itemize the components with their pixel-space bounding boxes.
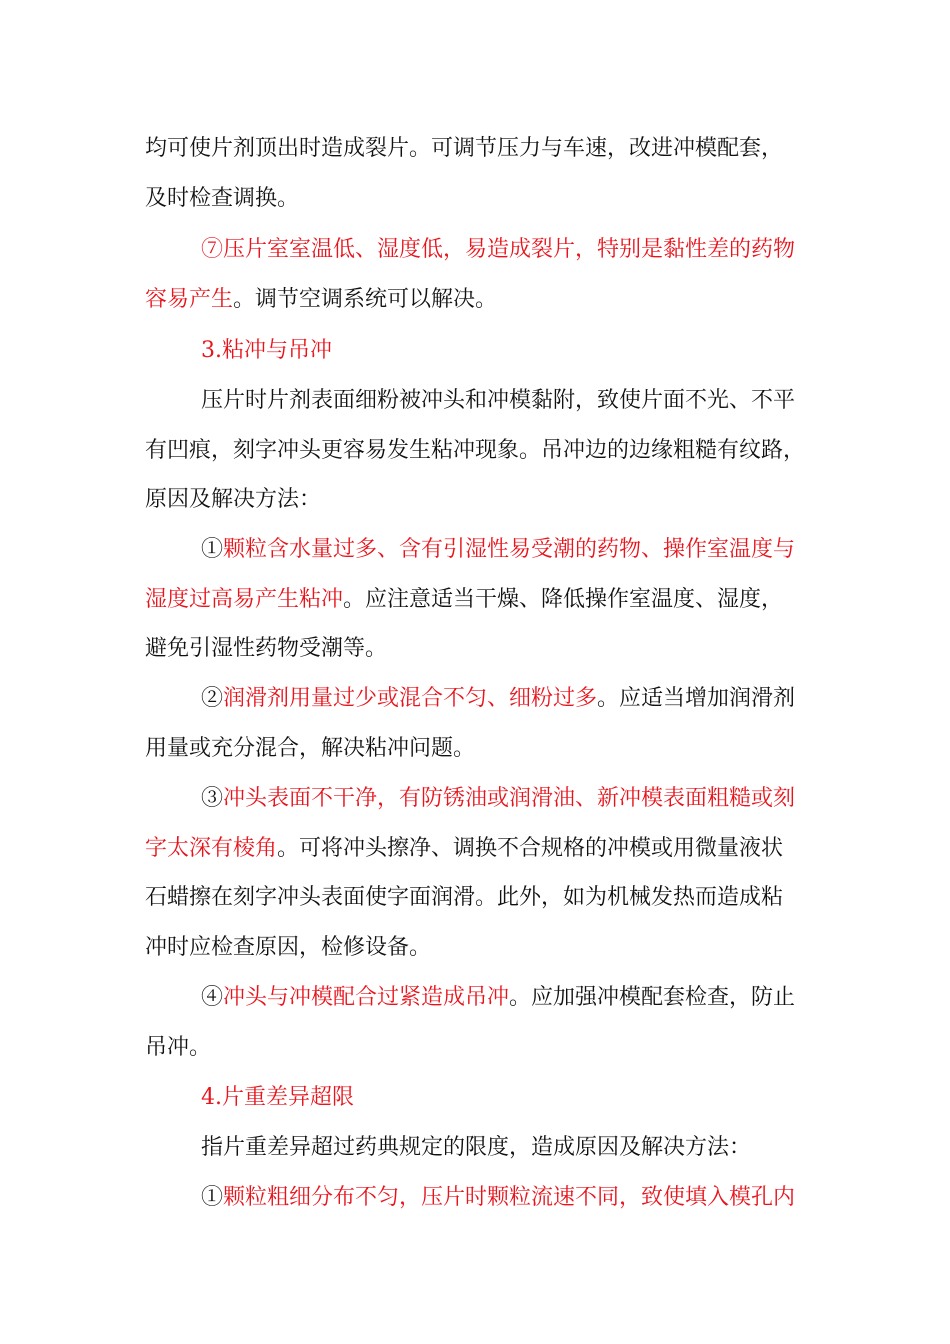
- paragraph-line: 均可使片剂顶出时造成裂片。可调节压力与车速，改进冲模配套，: [145, 136, 784, 161]
- item-3-line: 字太深有棱角。可将冲头擦净、调换不合规格的冲模或用微量液状: [145, 836, 784, 861]
- paragraph-line: 有凹痕，刻字冲头更容易发生粘冲现象。吊冲边的边缘粗糙有纹路，: [145, 438, 806, 463]
- item-2-line: ②润滑剂用量过少或混合不匀、细粉过多。应适当增加润滑剂: [201, 686, 796, 711]
- item-2-line: 用量或充分混合，解决粘冲问题。: [145, 736, 476, 761]
- item-1-line: 避免引湿性药物受潮等。: [145, 636, 388, 661]
- item-7-line: ⑦压片室室温低、湿度低，易造成裂片，特别是黏性差的药物: [201, 237, 796, 262]
- section-heading-3: 3.粘冲与吊冲: [201, 338, 332, 363]
- item-1-line: ①颗粒含水量过多、含有引湿性易受潮的药物、操作室温度与: [201, 537, 796, 562]
- item-3-line: 冲时应检查原因，检修设备。: [145, 935, 432, 960]
- paragraph-line: 及时检查调换。: [145, 186, 300, 211]
- paragraph-line: 指片重差异超过药典规定的限度，造成原因及解决方法：: [201, 1135, 752, 1160]
- item-1-line: ①颗粒粗细分布不匀，压片时颗粒流速不同，致使填入模孔内: [201, 1185, 796, 1210]
- item-4-line: 吊冲。: [145, 1035, 212, 1060]
- item-1-line: 湿度过高易产生粘冲。应注意适当干燥、降低操作室温度、湿度，: [145, 587, 784, 612]
- item-3-line: ③冲头表面不干净，有防锈油或润滑油、新冲模表面粗糙或刻: [201, 786, 796, 811]
- item-7-line: 容易产生。调节空调系统可以解决。: [145, 287, 498, 312]
- section-heading-4: 4.片重差异超限: [201, 1085, 354, 1110]
- paragraph-line: 压片时片剂表面细粉被冲头和冲模黏附，致使片面不光、不平: [201, 388, 796, 413]
- paragraph-line: 原因及解决方法：: [145, 487, 322, 512]
- item-4-line: ④冲头与冲模配合过紧造成吊冲。应加强冲模配套检查，防止: [201, 985, 796, 1010]
- item-3-line: 石蜡擦在刻字冲头表面使字面润滑。此外，如为机械发热而造成粘: [145, 885, 784, 910]
